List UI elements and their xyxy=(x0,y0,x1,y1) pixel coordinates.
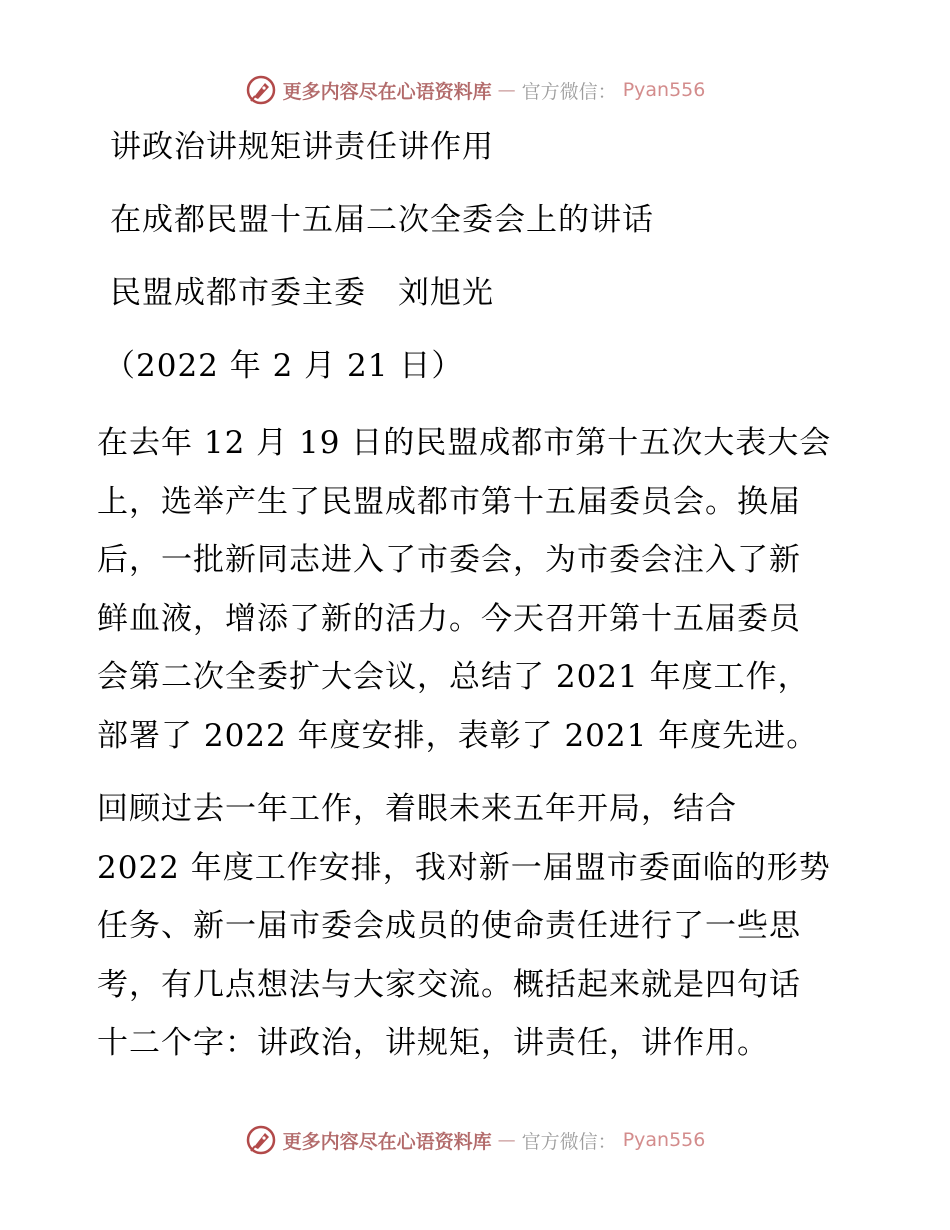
paragraph-line: 部署了 2022 年度安排，表彰了 2021 年度先进。 xyxy=(97,717,819,754)
paragraph-2 xyxy=(97,780,857,1073)
watermark-wechat-id: Pyan556 xyxy=(622,79,706,101)
watermark-official-label: 官方微信： xyxy=(521,1130,617,1153)
paragraph-line: 十二个字：讲政治，讲规矩，讲责任，讲作用。 xyxy=(97,1025,769,1061)
paragraph-line: 考，有几点想法与大家交流。概括起来就是四句话 xyxy=(97,966,801,1003)
watermark-brand-text: 更多内容尽在心语资料库 xyxy=(282,80,492,103)
paragraph-line: 2022 年度工作安排，我对新一届盟市委面临的形势 xyxy=(97,849,831,886)
document-date: （2022 年 2 月 21 日） xyxy=(104,348,464,384)
header-watermark xyxy=(0,70,950,110)
paragraph-line: 任务、新一届市委会成员的使命责任进行了一些思 xyxy=(97,908,801,944)
watermark-separator: — xyxy=(497,79,516,101)
pen-nib-logo-icon xyxy=(245,74,277,106)
paragraph-line: 上，选举产生了民盟成都市第十五届委员会。换届 xyxy=(97,483,801,520)
paragraph-1 xyxy=(97,414,857,765)
document-subtitle: 在成都民盟十五届二次全委会上的讲话 xyxy=(110,202,654,238)
document-author: 民盟成都市委主委 刘旭光 xyxy=(110,275,494,311)
paragraph-line: 会第二次全委扩大会议，总结了 2021 年度工作， xyxy=(97,659,810,695)
paragraph-line: 鲜血液，增添了新的活力。今天召开第十五届委员 xyxy=(97,600,801,637)
paragraph-line: 在去年 12 月 19 日的民盟成都市第十五次大表大会 xyxy=(97,425,832,461)
footer-watermark xyxy=(0,1120,950,1160)
document-title: 讲政治讲规矩讲责任讲作用 xyxy=(110,129,494,165)
watermark-official-label: 官方微信： xyxy=(521,80,617,103)
watermark-separator: — xyxy=(497,1129,516,1151)
paragraph-line: 后，一批新同志进入了市委会，为市委会注入了新 xyxy=(97,542,801,578)
pen-nib-logo-icon xyxy=(245,1124,277,1156)
paragraph-line: 回顾过去一年工作，着眼未来五年开局，结合 xyxy=(97,791,737,827)
watermark-wechat-id: Pyan556 xyxy=(622,1129,706,1151)
watermark-brand-text: 更多内容尽在心语资料库 xyxy=(282,1130,492,1153)
